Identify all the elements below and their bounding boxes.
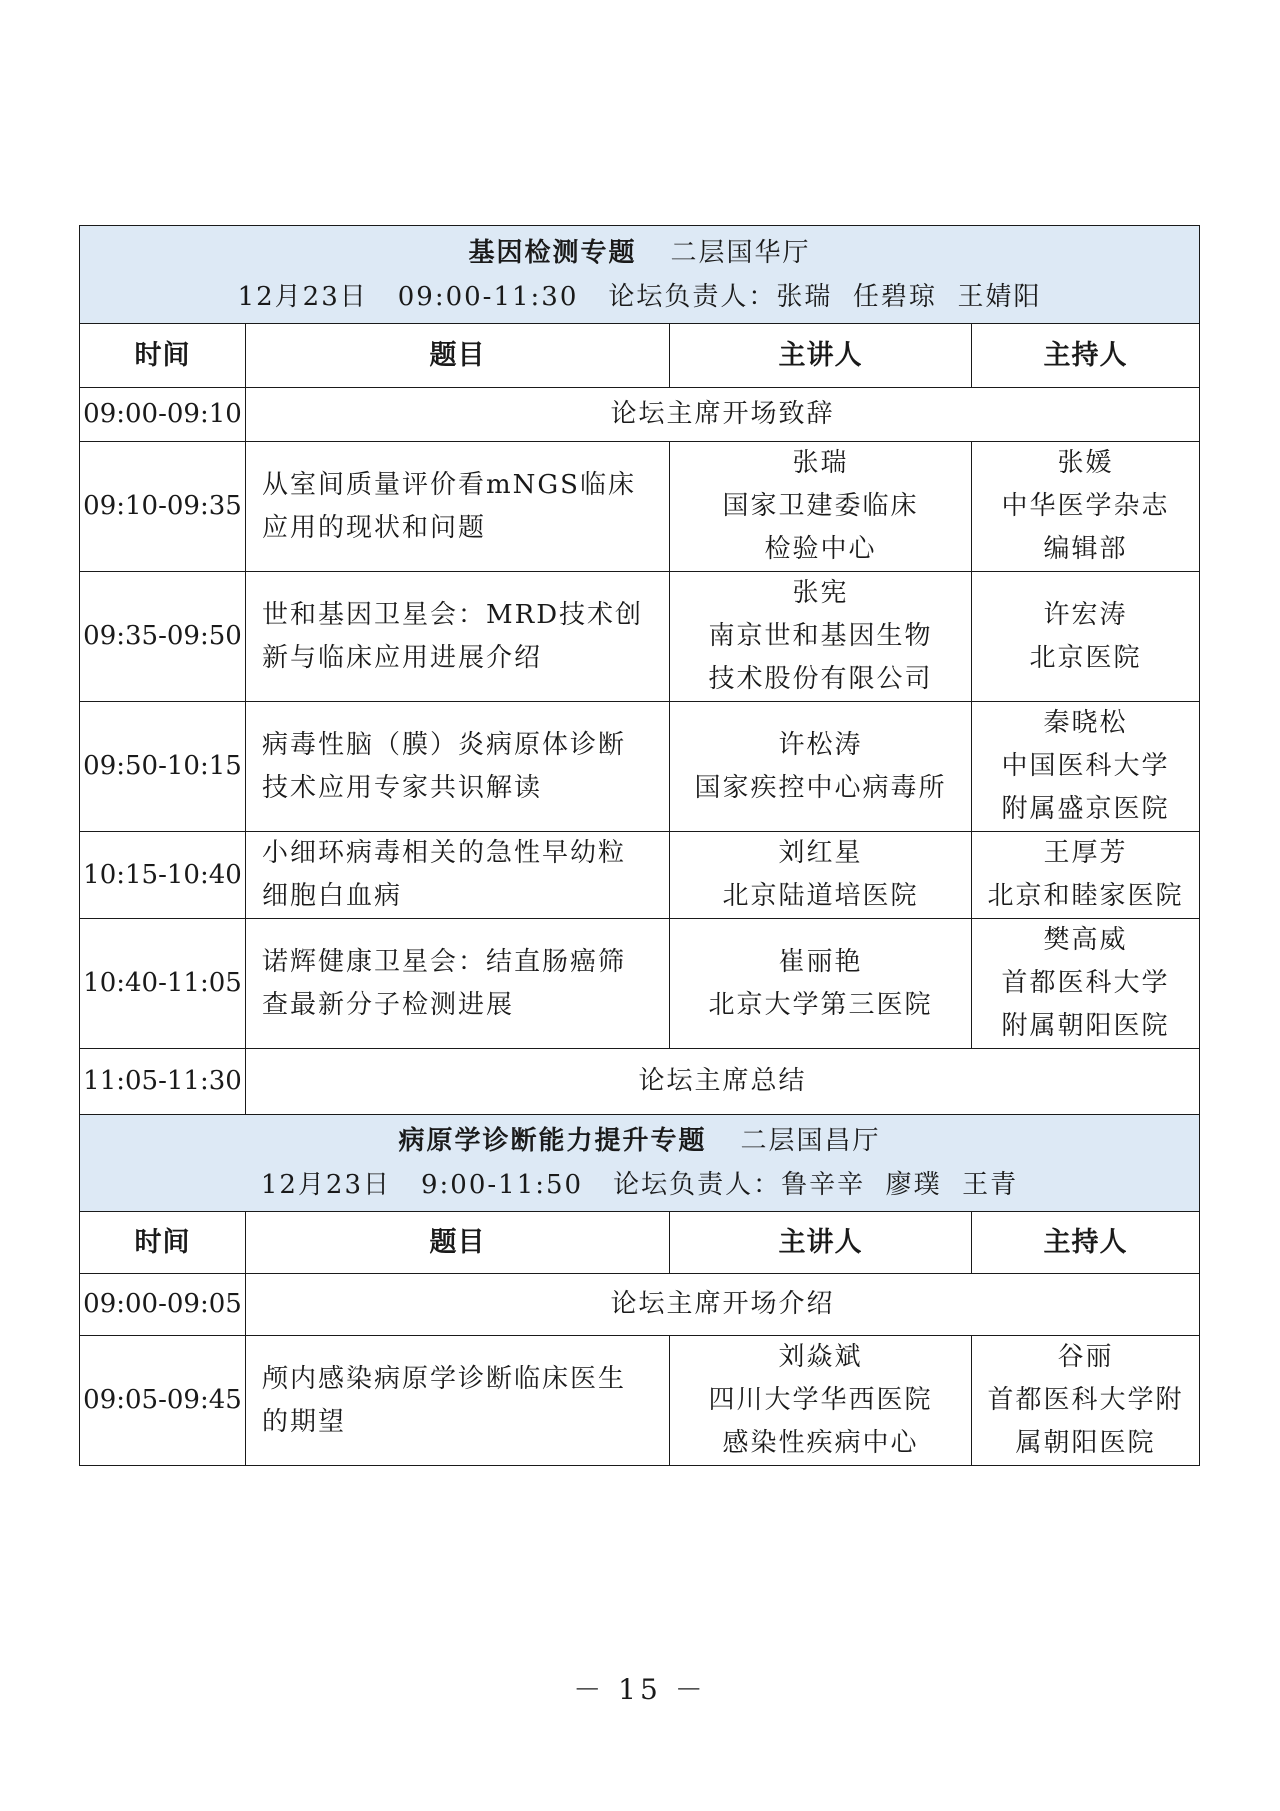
session-topic-line: 应用的现状和问题 [262, 512, 487, 543]
session-topic [246, 1336, 670, 1466]
header-topic: 题目 [246, 324, 670, 388]
session-host-line: 属朝阳医院 [1015, 1428, 1156, 1458]
table-row [80, 1336, 1200, 1466]
session-host-line: 编辑部 [1043, 534, 1128, 564]
session-speaker-line: 感染性疾病中心 [722, 1428, 919, 1458]
table-row [80, 832, 1200, 919]
session-speaker-line: 许松涛 [778, 729, 863, 760]
session-speaker-line: 国家疾控中心病毒所 [694, 772, 947, 803]
session-topic-line: 病毒性脑（膜）炎病原体诊断 [262, 729, 627, 760]
session-time: 09:05-09:45 [80, 1336, 246, 1466]
session-topic [246, 919, 670, 1049]
header-speaker: 主讲人 [670, 1212, 972, 1274]
section-heading-row [80, 226, 1200, 324]
section-date: 12月23日 [237, 281, 368, 312]
session-host-line: 中华医学杂志 [1001, 491, 1170, 521]
session-speaker-line: 国家卫建委临床 [722, 491, 919, 521]
session-speaker-line: 北京陆道培医院 [722, 881, 919, 911]
column-header-row [80, 1212, 1200, 1274]
session-topic-line: 查最新分子检测进展 [262, 989, 515, 1020]
section-leads-label: 论坛负责人： [613, 1170, 782, 1200]
session-host-line: 首都医科大学附 [987, 1385, 1184, 1415]
session-topic-line: 从室间质量评价看mNGS临床 [262, 469, 636, 500]
session-speaker-line: 检验中心 [764, 534, 877, 564]
section-heading-row [80, 1115, 1200, 1212]
session-host-line: 北京医院 [1029, 642, 1142, 673]
session-topic-line: 诺辉健康卫星会：结直肠癌筛 [262, 946, 627, 977]
session-time: 09:35-09:50 [80, 572, 246, 702]
section-leads-label: 论坛负责人： [608, 281, 777, 312]
section-time: 9:00-11:50 [421, 1170, 584, 1200]
section-date: 12月23日 [260, 1170, 391, 1200]
session-speaker-line: 南京世和基因生物 [708, 621, 933, 651]
session-host-line: 北京和睦家医院 [987, 881, 1184, 911]
section-room: 二层国华厅 [670, 237, 811, 268]
session-speaker-line: 四川大学华西医院 [708, 1385, 933, 1415]
session-host-line: 许宏涛 [1043, 599, 1128, 630]
table-row [80, 572, 1200, 702]
session-host-line: 附属朝阳医院 [1001, 1011, 1170, 1041]
session-topic-line: 世和基因卫星会：MRD技术创 [262, 599, 644, 630]
section-heading [80, 1115, 1200, 1212]
table-row [80, 1049, 1200, 1115]
session-time: 09:10-09:35 [80, 442, 246, 572]
table-row [80, 919, 1200, 1049]
session-host [972, 919, 1200, 1049]
session-host-line: 樊高威 [1043, 925, 1128, 955]
header-host: 主持人 [972, 324, 1200, 388]
section-meta-line [80, 275, 1199, 319]
session-topic-line: 细胞白血病 [262, 881, 403, 911]
session-host-line: 王厚芳 [1043, 838, 1128, 868]
session-host-line: 谷丽 [1057, 1342, 1114, 1372]
session-time: 09:50-10:15 [80, 702, 246, 832]
session-host [972, 702, 1200, 832]
session-span-text: 论坛主席开场致辞 [246, 388, 1200, 442]
section-heading [80, 226, 1200, 324]
session-host [972, 442, 1200, 572]
session-host-line: 秦晓松 [1043, 708, 1128, 738]
session-host [972, 572, 1200, 702]
session-span-text: 论坛主席总结 [246, 1049, 1200, 1115]
session-span-text: 论坛主席开场介绍 [246, 1274, 1200, 1336]
section-time: 09:00-11:30 [397, 281, 579, 312]
session-host-line: 张媛 [1057, 448, 1114, 478]
section-title: 基因检测专题 [468, 237, 637, 268]
session-speaker-line: 张瑞 [792, 448, 849, 478]
session-time: 10:40-11:05 [80, 919, 246, 1049]
session-host-line: 首都医科大学 [1001, 968, 1170, 998]
session-host [972, 1336, 1200, 1466]
session-time: 11:05-11:30 [80, 1049, 246, 1115]
session-speaker [670, 702, 972, 832]
table-row [80, 1274, 1200, 1336]
session-topic-line: 颅内感染病原学诊断临床医生 [262, 1363, 627, 1394]
session-speaker-line: 张宪 [792, 578, 849, 608]
section-title-line [80, 1119, 1199, 1163]
session-topic [246, 572, 670, 702]
session-host-line: 附属盛京医院 [1001, 794, 1170, 824]
session-speaker-line: 技术股份有限公司 [708, 664, 933, 694]
session-time: 10:15-10:40 [80, 832, 246, 919]
section-leads: 鲁辛辛 廖璞 王青 [781, 1170, 1019, 1200]
table-row [80, 388, 1200, 442]
column-header-row [80, 324, 1200, 388]
session-speaker [670, 832, 972, 919]
session-host-line: 中国医科大学 [1001, 751, 1170, 781]
table-row [80, 442, 1200, 572]
header-host: 主持人 [972, 1212, 1200, 1274]
session-topic [246, 832, 670, 919]
session-topic-line: 小细环病毒相关的急性早幼粒 [262, 838, 627, 868]
session-speaker-line: 刘焱斌 [778, 1342, 863, 1372]
section-meta-line [80, 1163, 1199, 1207]
header-speaker: 主讲人 [670, 324, 972, 388]
session-speaker [670, 1336, 972, 1466]
header-time: 时间 [80, 1212, 246, 1274]
section-room: 二层国昌厅 [740, 1126, 881, 1156]
session-speaker-line: 刘红星 [778, 838, 863, 868]
session-speaker-line: 崔丽艳 [778, 946, 863, 977]
session-topic-line: 技术应用专家共识解读 [262, 772, 543, 803]
session-speaker [670, 919, 972, 1049]
header-topic: 题目 [246, 1212, 670, 1274]
section-title: 病原学诊断能力提升专题 [398, 1126, 707, 1156]
session-speaker-line: 北京大学第三医院 [708, 989, 933, 1020]
session-time: 09:00-09:05 [80, 1274, 246, 1336]
page-number: － 15 － [573, 1673, 707, 1706]
session-topic [246, 442, 670, 572]
session-host [972, 832, 1200, 919]
session-topic-line: 的期望 [262, 1406, 347, 1437]
session-speaker [670, 442, 972, 572]
schedule-table [79, 225, 1200, 1466]
header-time: 时间 [80, 324, 246, 388]
section-leads: 张瑞 任碧琼 王婧阳 [776, 281, 1042, 312]
section-title-line [80, 231, 1199, 275]
table-row [80, 702, 1200, 832]
session-time: 09:00-09:10 [80, 388, 246, 442]
session-topic-line: 新与临床应用进展介绍 [262, 642, 543, 673]
session-topic [246, 702, 670, 832]
session-speaker [670, 572, 972, 702]
